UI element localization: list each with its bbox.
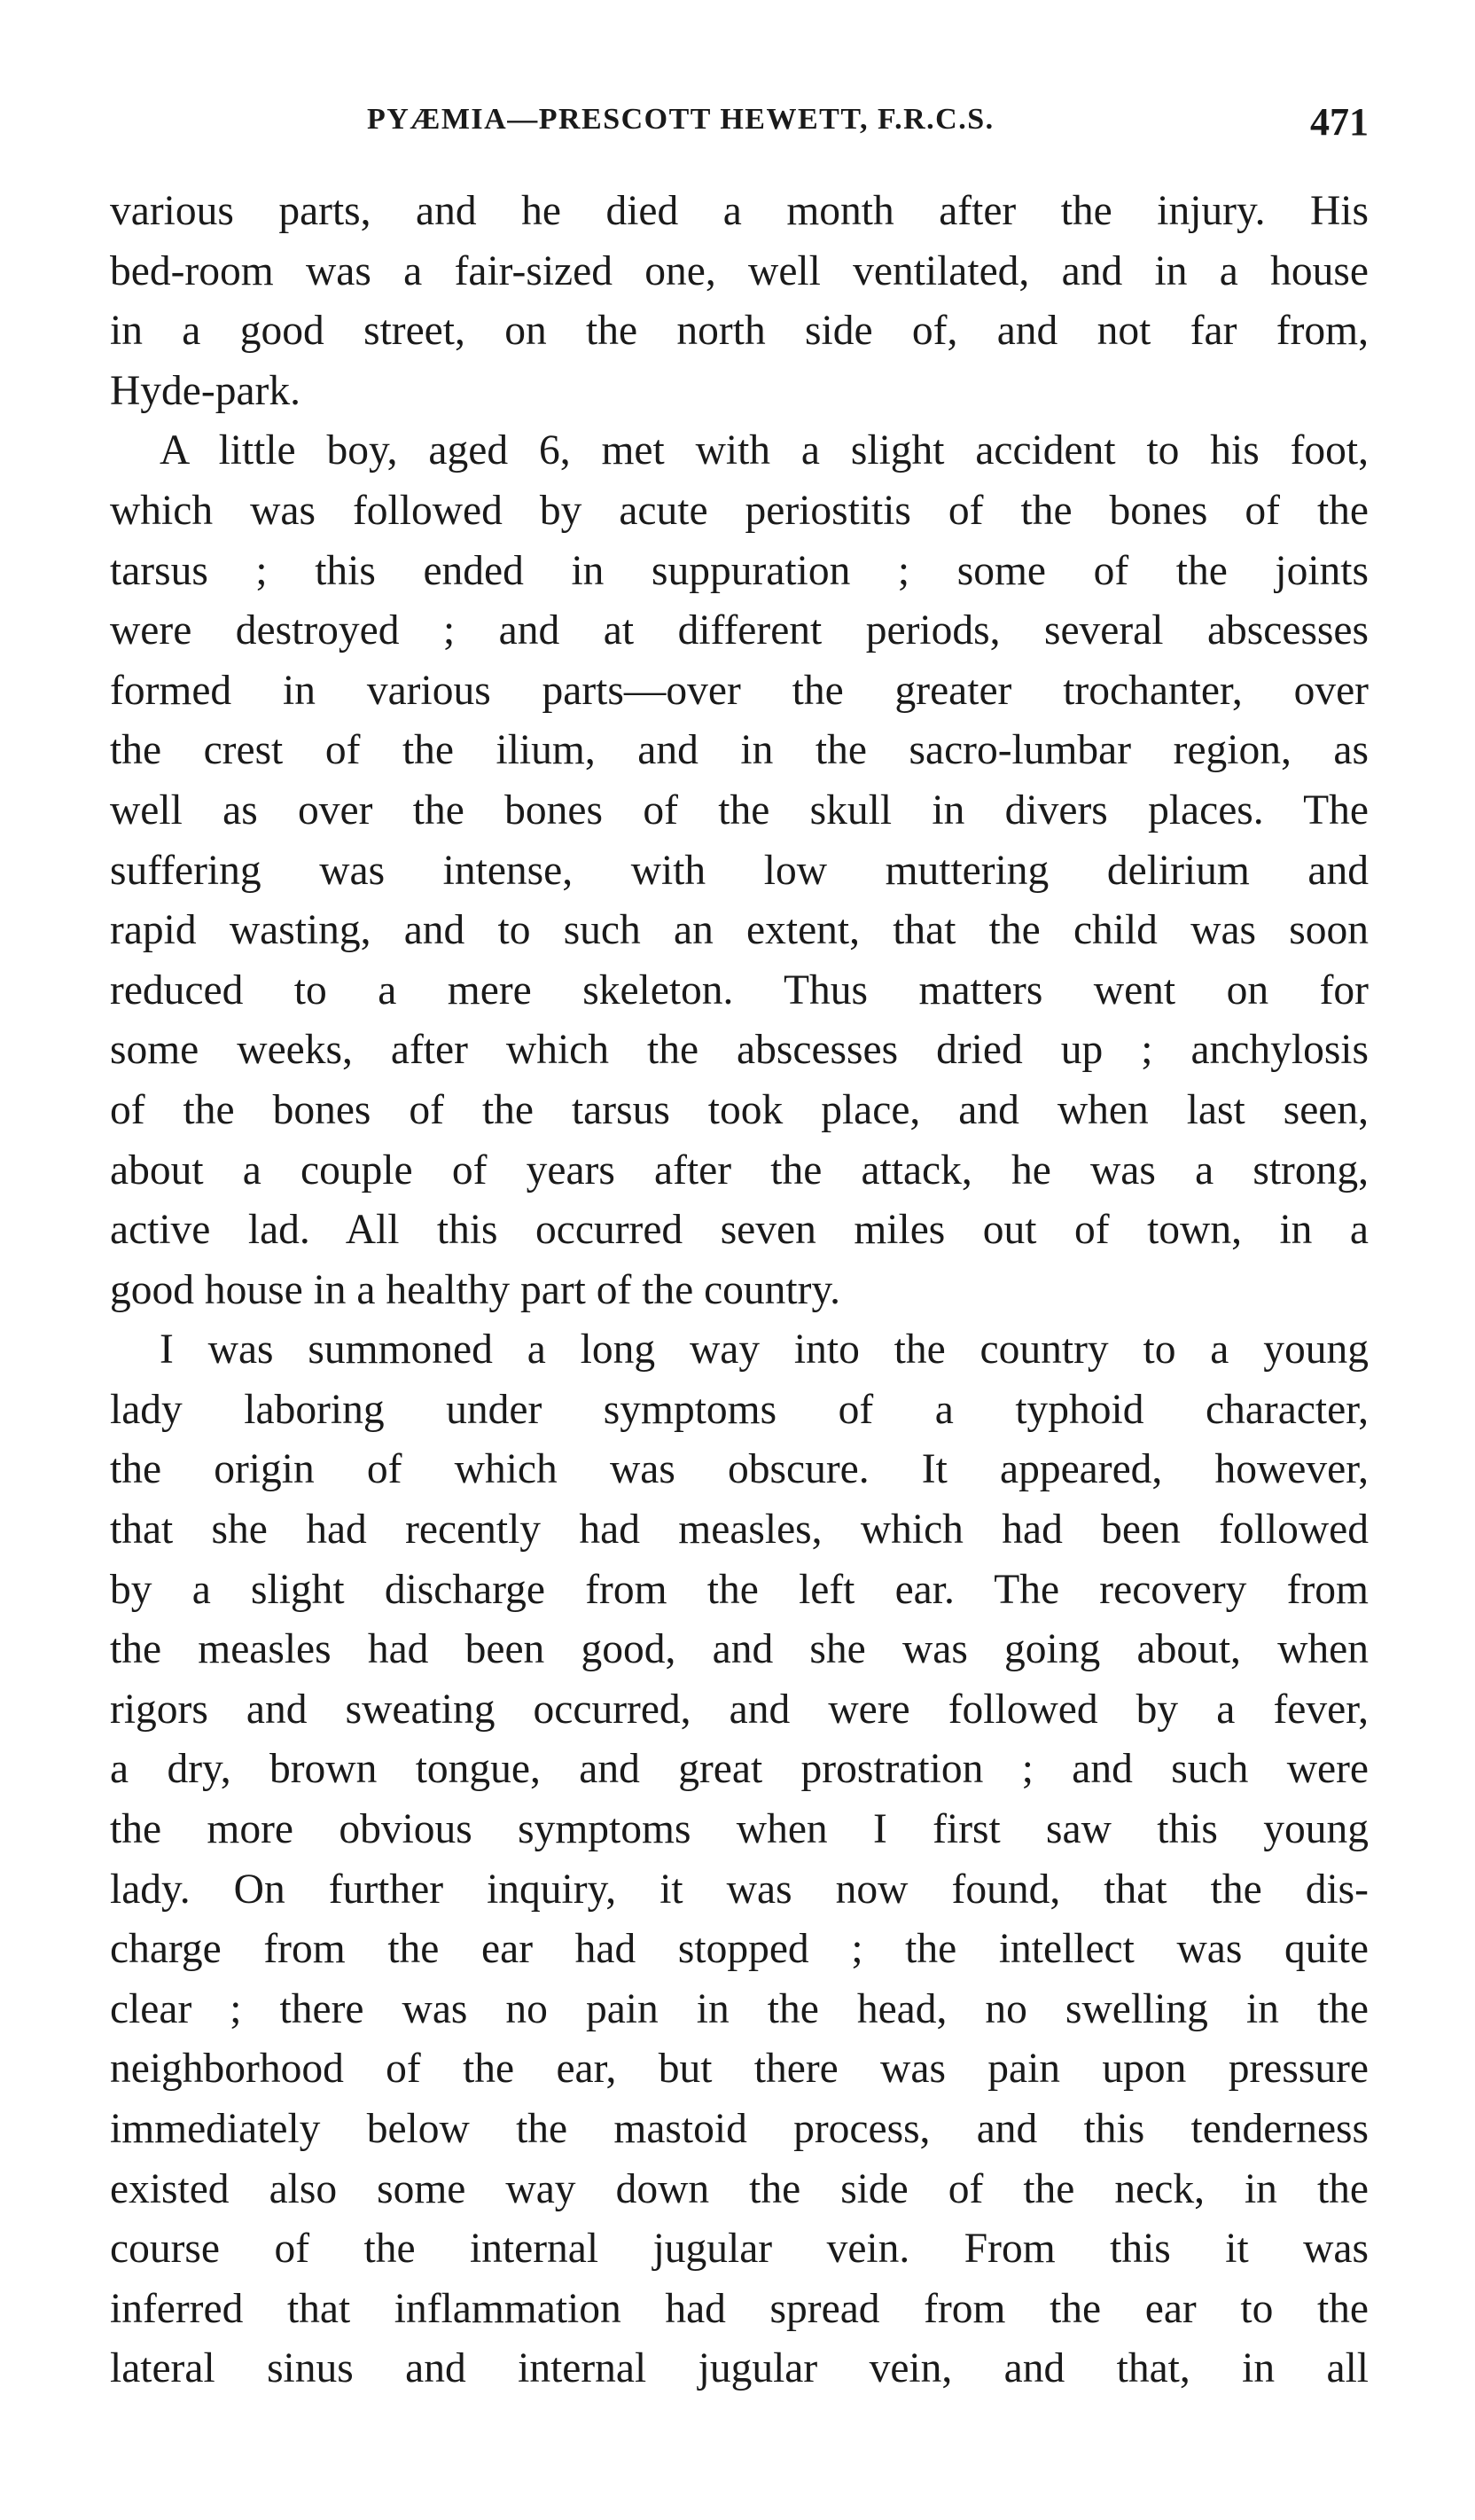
text-line: the origin of which was obscure. It appeared, however, [110, 1446, 1369, 1493]
text-line: the crest of the ilium, and in the sacro-lumbar region, as [110, 727, 1369, 774]
text-line: existed also some way down the side of the neck, in the [110, 2165, 1369, 2212]
page-number: 471 [1310, 100, 1369, 144]
text-line: neighborhood of the ear, but there was pain upon pressure [110, 2046, 1369, 2093]
text-line: by a slight discharge from the left ear. The recovery from [110, 1566, 1369, 1613]
text-line: I was summoned a long way into the country to a young [160, 1327, 1369, 1373]
text-line: some weeks, after which the abscesses dried up ; anchylosis [110, 1027, 1369, 1074]
text-line: rigors and sweating occurred, and were followed by a fever, [110, 1686, 1369, 1733]
text-line: immediately below the mastoid process, and this tenderness [110, 2106, 1369, 2152]
text-line: bed-room was a fair-sized one, well ventilated, and in a house [110, 247, 1369, 294]
text-line: inferred that inflammation had spread from the ear to the [110, 2285, 1369, 2332]
running-title: PYÆMIA—PRESCOTT HEWETT, F.R.C.S. [367, 103, 995, 136]
text-line: formed in various parts—over the greater trochanter, over [110, 667, 1369, 714]
text-line: tarsus ; this ended in suppuration ; some of the joints [110, 547, 1369, 594]
text-line: active lad. All this occurred seven miles out of town, in a [110, 1207, 1369, 1254]
text-line: in a good street, on the north side of, and not far from, [110, 308, 1369, 355]
text-line: lady. On further inquiry, it was now found, that the dis- [110, 1866, 1369, 1913]
text-line: the more obvious symptoms when I first saw this young [110, 1806, 1369, 1853]
text-line: about a couple of years after the attack, he was a strong, [110, 1147, 1369, 1193]
text-line: reduced to a mere skeleton. Thus matters went on for [110, 967, 1369, 1013]
text-line: of the bones of the tarsus took place, and when last seen, [110, 1086, 1369, 1133]
text-line: which was followed by acute periostitis of the bones of the [110, 487, 1369, 534]
text-line: lady laboring under symptoms of a typhoid character, [110, 1386, 1369, 1433]
text-line: good house in a healthy part of the country. [110, 1266, 840, 1313]
text-line: the measles had been good, and she was going about, when [110, 1626, 1369, 1673]
text-line: clear ; there was no pain in the head, no swelling in the [110, 1985, 1369, 2032]
text-line: Hyde-park. [110, 367, 300, 414]
text-line: various parts, and he died a month after the injury. His [110, 188, 1369, 234]
text-line: lateral sinus and internal jugular vein, and that, in all [110, 2345, 1369, 2392]
running-head [110, 99, 1369, 153]
text-line: course of the internal jugular vein. From this it was [110, 2226, 1369, 2273]
text-line: that she had recently had measles, which had been followed [110, 1507, 1369, 1553]
text-line: a dry, brown tongue, and great prostration ; and such were [110, 1746, 1369, 1793]
text-line: suffering was intense, with low muttering delirium and [110, 847, 1369, 894]
text-line: well as over the bones of the skull in divers places. The [110, 787, 1369, 833]
text-line: were destroyed ; and at different periods, several abscesses [110, 607, 1369, 654]
text-line: A little boy, aged 6, met with a slight accident to his foot, [160, 427, 1369, 474]
text-line: rapid wasting, and to such an extent, that the child was soon [110, 907, 1369, 954]
body-text [110, 182, 1369, 2399]
text-line: charge from the ear had stopped ; the intellect was quite [110, 1926, 1369, 1973]
